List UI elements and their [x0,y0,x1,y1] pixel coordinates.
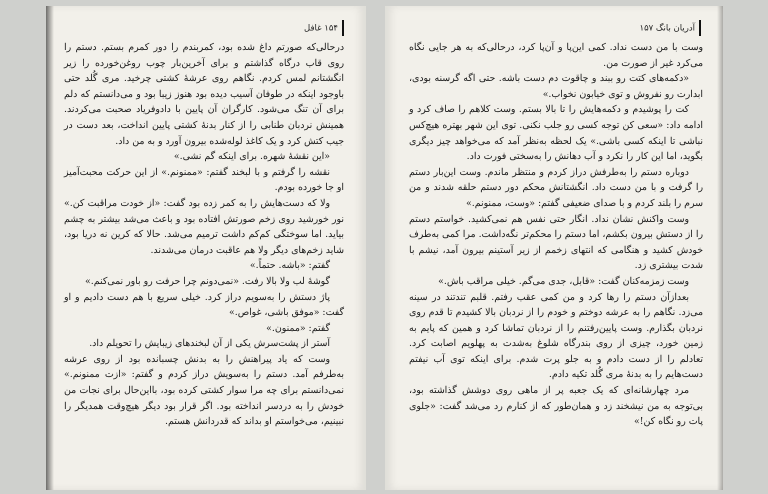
paragraph: وست با من دست نداد. کمی این‌پا و آن‌پا کرد، درحالی‌که به هر جایی نگاه می‌کرد غیر از صورت من. [409,42,703,69]
left-page-number-title: ۱۵۴ غافل [304,23,338,34]
left-page [46,6,366,490]
paragraph: گفتم: «باشه. حتماً.» [249,260,330,272]
paragraph: ولا که دست‌هایش را به کمر زده بود گفت: «از خودت مراقبت کن.» نور خورشید روی زخم صورتش افتاده بود و باعث می‌شد بیشتر به چشم بیاید. اما سوختگی کم‌کم داشت ترمیم می‌شد. حالا که کرین نه دریا بود، شاید زخم‌های دیگر ولا هم عاقبت درمان می‌شدند. [64,197,344,256]
header-bar [342,20,344,36]
right-page [385,6,723,490]
paragraph: وست که یاد پیراهنش را به بدنش چسبانده بود از روی عرشه به‌طرفم آمد. دستم را به‌سویش دراز کردم و گفتم: «ازت ممنونم.» نمی‌دانستم برای چه مرا سوار کشتی کرده بود، بااین‌حال برای نجات من خودش را به دردسر انداخته بود. اگر قرار بود دیگر هیچ‌وقت همدیگر را نبینیم، می‌خواستم او بداند که قدردانش هستم. [64,353,344,428]
right-page-header [385,20,723,36]
paragraph: مرد چهارشانه‌ای که یک جعبه پر از ماهی روی دوشش گذاشته بود، بی‌توجه به من نیشخند زد و همان‌طور که از کنارم رد می‌شد گفت: «جلوی پات رو نگاه کن!» [409,385,703,428]
paragraph: گفتم: «ممنون.» [266,322,330,334]
right-page-number-title: آدریان بانگ ۱۵۷ [639,23,695,34]
left-page-header [46,20,366,36]
paragraph: کت را پوشیدم و دکمه‌هایش را تا بالا بستم. وست کلاهم را صاف کرد و ادامه داد: «سعی کن توجه کسی رو جلب نکنی. توی این شهر بهتره هیچ‌کس نباشی تا اینکه کسی باشی.» یک لحظه به‌نظر آمد که می‌خواهد چیز دیگری بگوید، اما این کار را نکرد و آب دهانش را به‌سختی فورت داد. [409,104,703,163]
paragraph: «این نقشهٔ شهره. برای اینکه گم نشی.» [173,151,330,163]
paragraph: نقشه را گرفتم و با لبخند گفتم: «ممنونم.» از این حرکت محبت‌آمیز او جا خورده بودم. [64,166,344,194]
paragraph: گوشهٔ لب ولا بالا رفت. «نمی‌دونم چرا حرفت رو باور نمی‌کنم.» [85,275,330,287]
paragraph: درحالی‌که صورتم داغ شده بود، کمربندم را دور کمرم بستم. دستم را روی قاب درگاه گذاشتم و برای آخرین‌بار چوب روغن‌خورده را زیر انگشتانم لمس کردم. نگاهم روی عرشهٔ کشتی چرخید. مری گُلد حتی باوجود اینکه در طوفان آسیب دیده بود هنوز زیبا بود و می‌دانستم که دلم برای آن تنگ می‌شود. کارگران آن پایین با دادوفریاد صحبت می‌کردند. همینش نردبان طنابی را از کنار بدنهٔ کشتی پایین انداخت، بعد دست در جیب کتش کرد و یک کاغذ لوله‌شده بیرون آورد و به من داد. [64,42,344,147]
right-page-body [409,40,703,482]
paragraph: وست زمزمه‌کنان گفت: «قابل، جدی می‌گم. خیلی مراقب باش.» [438,275,689,287]
paragraph: دوباره دستم را به‌طرفش دراز کردم و منتظر ماندم. وست این‌بار دستم را گرفت و با من دست داد. انگشتانش محکم دور دستم حلقه شدند و من سرم را بلند کردم و با صدای ضعیفی گفتم: «وست، ممنونم.» [409,166,703,209]
paragraph: وست واکنش نشان نداد. انگار حتی نفس هم نمی‌کشید. خواستم دستم را از دستش بیرون بکشم، اما دستم را محکم‌تر نگه‌داشت. مرا کمی به‌طرف خودش کشید و هنگامی که انتهای زخمم از زیر آستینم بیرون آمد، نیشم با شدت بیشتری زد. [409,213,703,272]
paragraph: «دکمه‌های کتت رو ببند و چاقوت دم دست باشه. حتی اگه گرسنه بودی، ابدارت رو نفروش و توی خیابون نخواب.» [409,73,703,100]
header-bar [699,20,701,36]
left-page-body [64,40,344,482]
paragraph: بعدازآن دستم را رها کرد و من کمی عقب رفتم. قلبم تندتند در سینه می‌زد. نگاهم را به عرشه دوختم و خودم را از نردبان بالا کشیدم تا قدم روی نردبان بگذارم. وست پایین‌رفتنم را از نردبان تماشا کرد و همین که پایم به زمین خورد، چیزی از روی بندرگاه شلوغ به‌شدت به پهلویم اصابت کرد. تعادلم را از دست دادم و به جلو پرت شدم. برای اینکه توی آب نیفتم دست‌هایم را به بدنهٔ مری گُلد تکیه دادم. [409,291,703,381]
paragraph: آستر از پشت‌سرش یکی از آن لبخندهای زیبایش را تحویلم داد. [89,338,330,350]
paragraph: پاژ دستش را به‌سویم دراز کرد. خیلی سریع با هم دست دادیم و او گفت: «موفق باشی، غواص.» [64,291,344,319]
